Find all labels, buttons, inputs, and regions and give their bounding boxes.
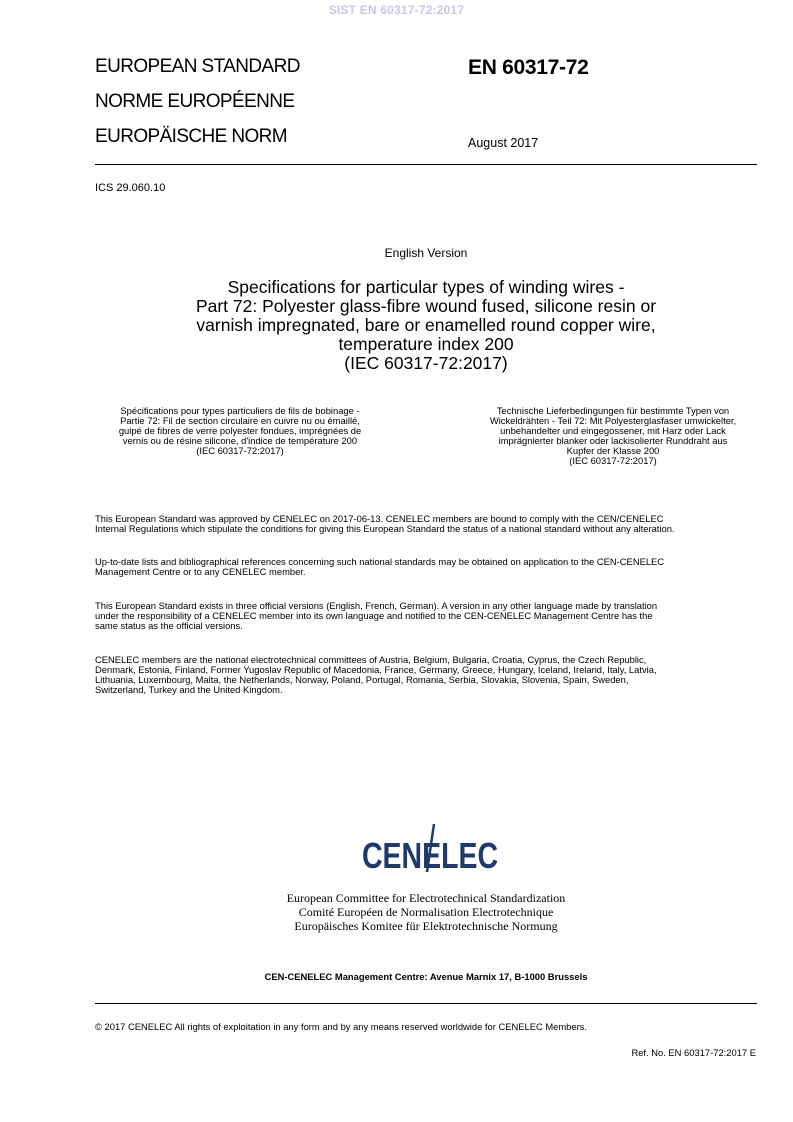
paragraph-line: Management Centre or to any CENELEC member.: [95, 566, 306, 577]
paragraph-line: This European Standard exists in three official versions (English, French, German). A version in any other language made by translation: [95, 600, 658, 611]
copyright-notice: © 2017 CENELEC All rights of exploitation in any form and by any means reserved worldwide for CENELEC Members.: [95, 1021, 588, 1032]
reference-number: Ref. No. EN 60317-72:2017 E: [631, 1047, 756, 1058]
title-fr-line: Partie 72: Fil de section circulaire en cuivre nu ou émaillé,: [120, 415, 360, 426]
cenelec-logo: [355, 822, 505, 874]
paragraph-line: Internal Regulations which stipulate the conditions for giving this European Standard the status of a national standard without any alteration.: [95, 523, 675, 534]
title-german: [468, 406, 758, 466]
paragraph-line: same status as the official versions.: [95, 620, 243, 631]
paragraph-line: CENELEC members are the national electrotechnical committees of Austria, Belgium, Bulgaria, Croatia, Cyprus, the Czech Republic,: [95, 654, 647, 665]
title-de-line: Kupfer der Klasse 200: [566, 445, 660, 456]
title-line: Specifications for particular types of winding wires -: [227, 277, 625, 297]
title-fr-line: (IEC 60317-72:2017): [196, 445, 284, 456]
committee-names: [95, 891, 757, 933]
title-line: Part 72: Polyester glass-fibre wound fused, silicone resin or: [195, 296, 657, 316]
paragraph-line: under the responsibility of a CENELEC member into its own language and notified to the CEN-CENELEC Management Centre has the: [95, 610, 653, 621]
title-de-line: (IEC 60317-72:2017): [569, 455, 657, 466]
standard-name-en: EUROPEAN STANDARD: [95, 56, 300, 77]
language-version: English Version: [384, 246, 468, 260]
title-de-line: unbehandelter und eingegossener, mit Harz oder Lack: [500, 425, 726, 436]
committee-name-fr: Comité Européen de Normalisation Electrotechnique: [298, 905, 554, 919]
versions-paragraph: [95, 601, 765, 631]
ics-code: ICS 29.060.10: [95, 182, 166, 194]
committee-name-en: European Committee for Electrotechnical Standardization: [286, 891, 566, 905]
title-de-line: imprägnierter blanker oder lackisolierter Runddraht aus: [498, 435, 728, 446]
footer-divider: [95, 1003, 757, 1004]
committee-name-de: Europäisches Komitee für Elektrotechnische Normung: [294, 919, 558, 933]
management-centre-address: CEN-CENELEC Management Centre: Avenue Marnix 17, B-1000 Brussels: [264, 971, 588, 982]
paragraph-line: Switzerland, Turkey and the United Kingdom.: [95, 684, 283, 695]
title-line: varnish impregnated, bare or enamelled round copper wire,: [196, 315, 656, 335]
paragraph-line: This European Standard was approved by CENELEC on 2017-06-13. CENELEC members are bound to comply with the CEN/CENELEC: [95, 513, 664, 524]
document-title: [95, 278, 757, 373]
standard-name-de: EUROPÄISCHE NORM: [95, 126, 288, 147]
title-fr-line: vernis ou de résine silicone, d'indice de température 200: [122, 435, 358, 446]
title-de-line: Wickeldrähten - Teil 72: Mit Polyesterglasfaser umwickelter,: [489, 415, 737, 426]
publication-date: August 2017: [468, 136, 539, 150]
title-line: (IEC 60317-72:2017): [344, 353, 508, 373]
standard-number: EN 60317-72: [468, 56, 589, 79]
title-line: temperature index 200: [338, 334, 514, 354]
paragraph-line: Denmark, Estonia, Finland, Former Yugoslav Republic of Macedonia, France, Germany, Greece, Hungary, Iceland, Ireland, Italy, Latvia,: [95, 664, 657, 675]
title-french: [95, 406, 385, 456]
title-fr-line: Spécifications pour types particuliers de fils de bobinage -: [120, 405, 360, 416]
watermark: SIST EN 60317-72:2017: [328, 3, 465, 17]
title-de-line: Technische Lieferbedingungen für bestimmte Typen von: [496, 405, 730, 416]
title-fr-line: guipé de fibres de verre polyester fondues, imprégnées de: [118, 425, 362, 436]
members-paragraph: [95, 655, 765, 695]
standard-name-fr: NORME EUROPÉENNE: [95, 91, 295, 112]
paragraph-line: Lithuania, Luxembourg, Malta, the Netherlands, Norway, Poland, Portugal, Romania, Serbia, Slovakia, Slovenia, Spain, Sweden,: [95, 674, 629, 685]
approval-paragraph: [95, 514, 765, 534]
header-divider: [95, 164, 757, 165]
logo-wordmark: CENELEC: [362, 835, 498, 876]
references-paragraph: [95, 557, 765, 577]
paragraph-line: Up-to-date lists and bibliographical references concerning such national standards may be obtained on application to the CEN-CENELEC: [95, 556, 665, 567]
